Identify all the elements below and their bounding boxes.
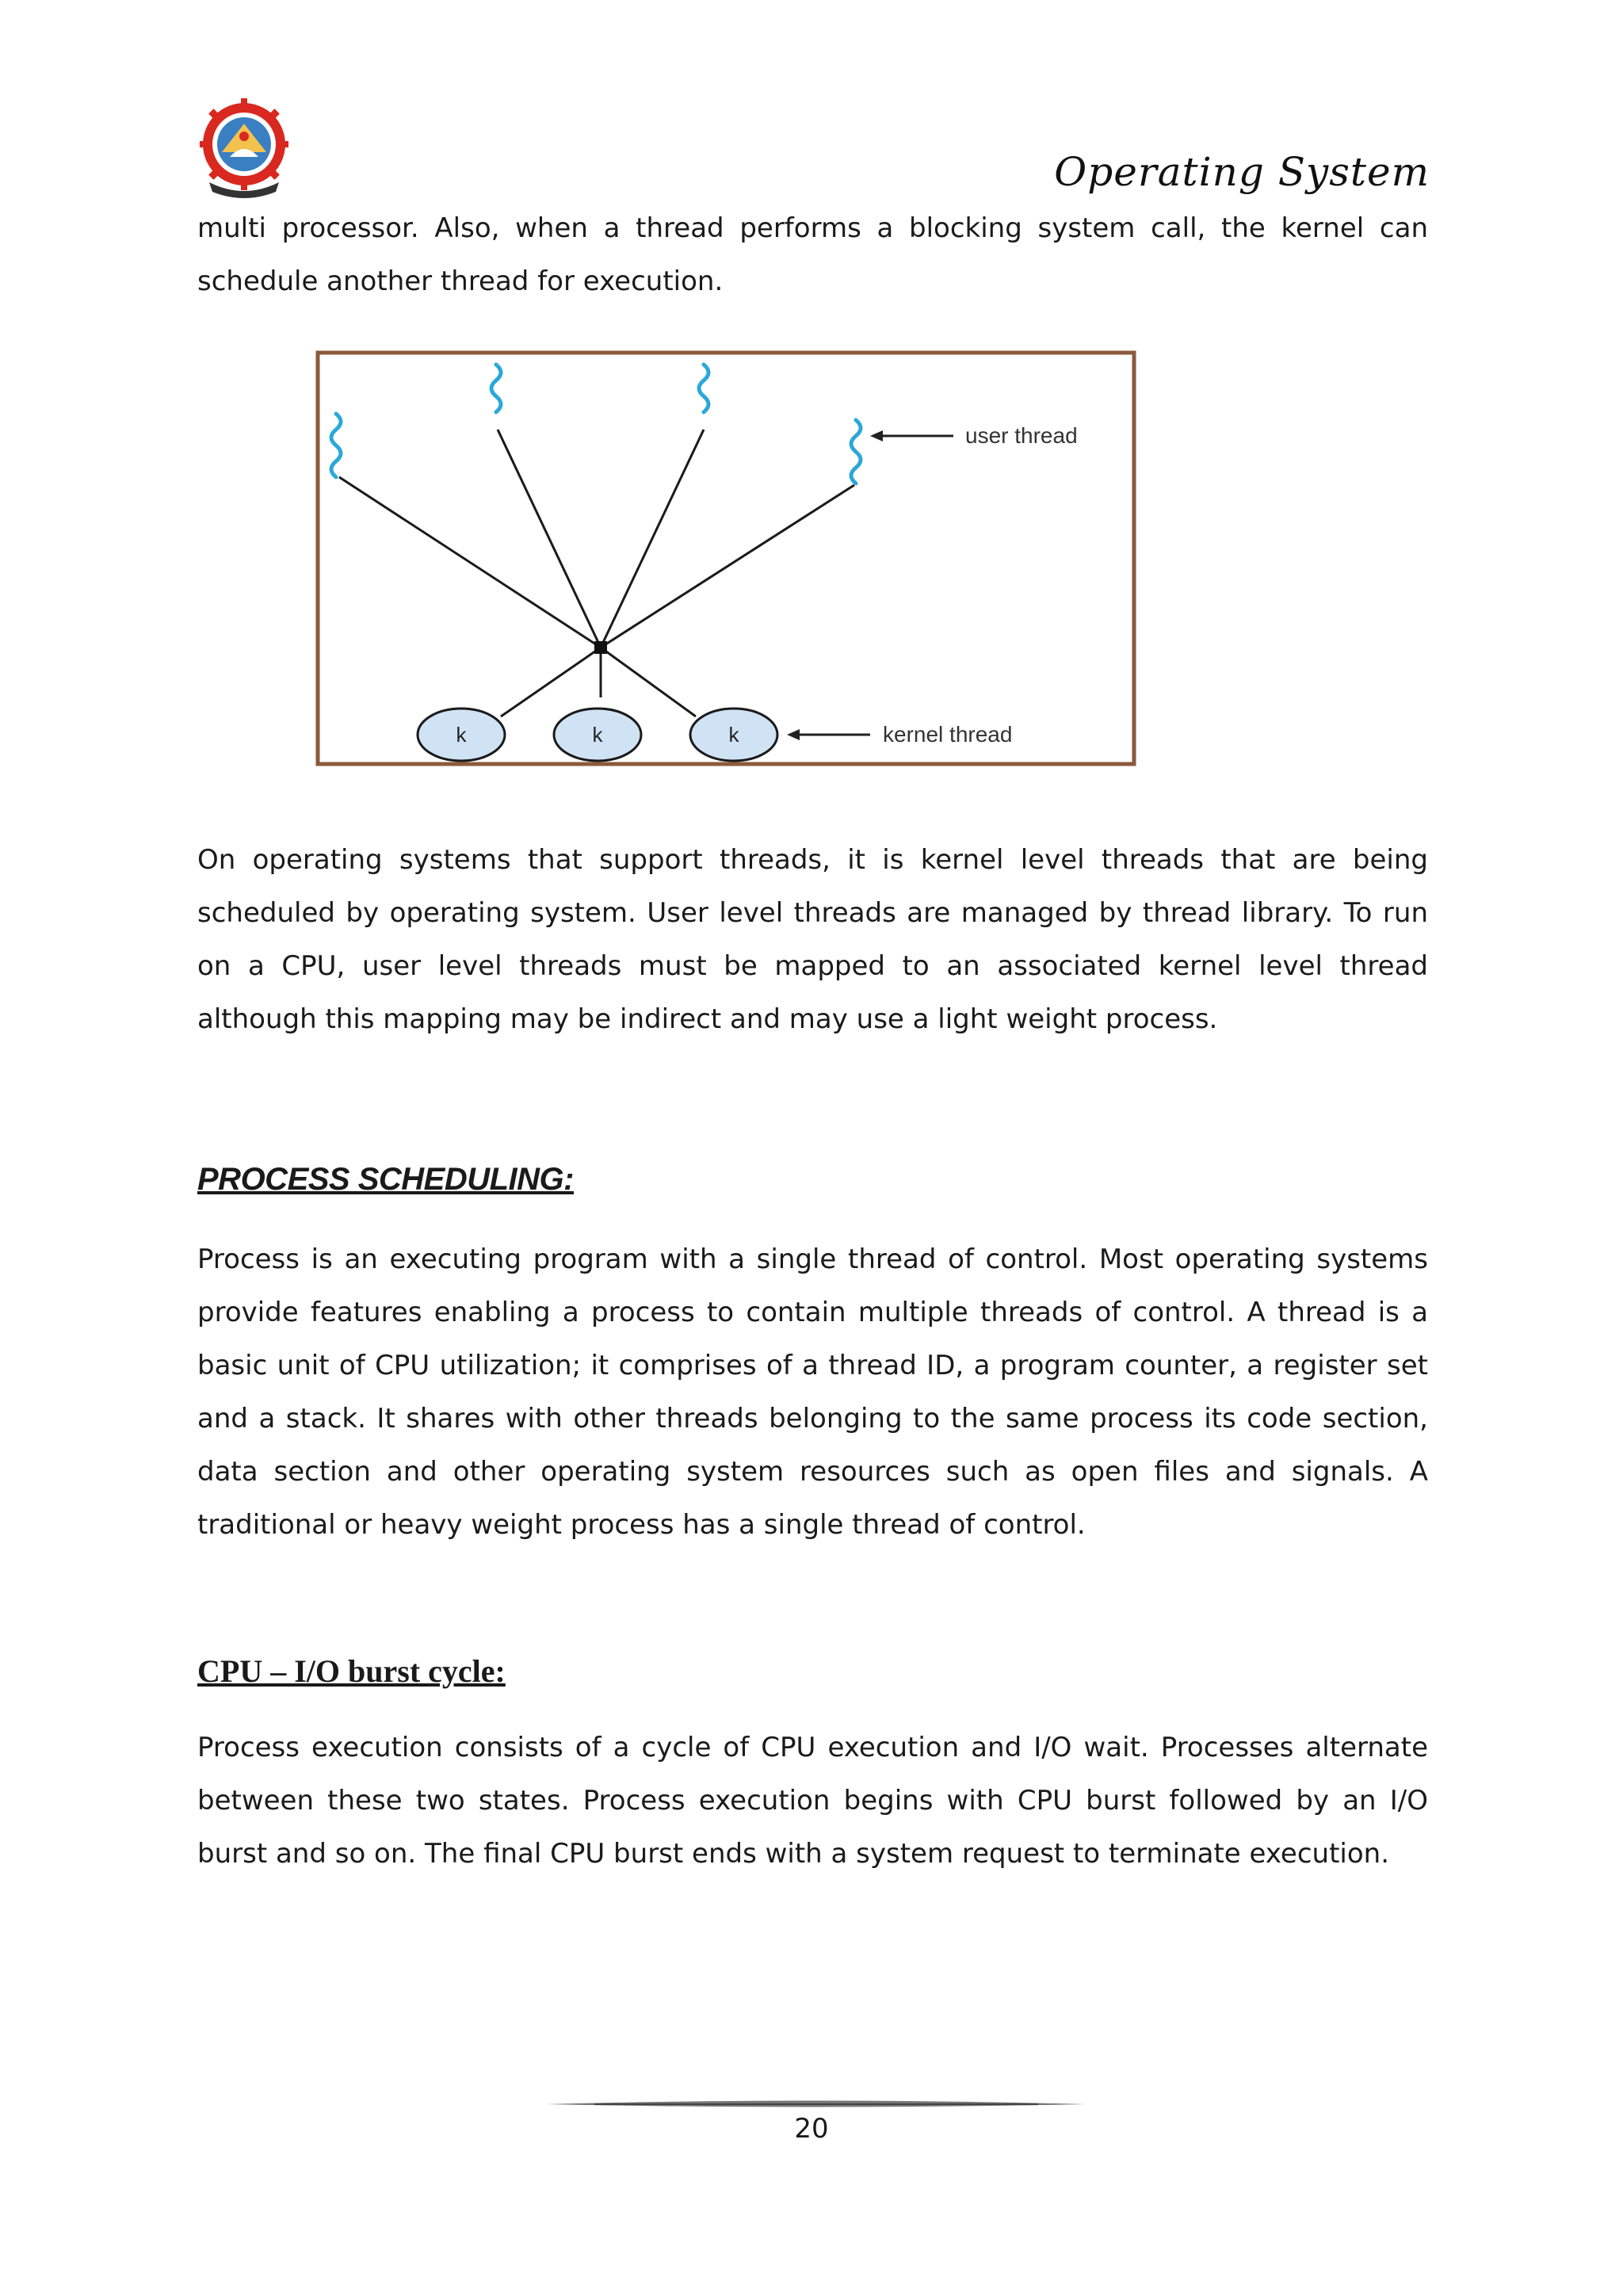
kernel-node-label: k <box>592 723 603 747</box>
section-heading-cpu-io-burst: CPU – I/O burst cycle: <box>197 1653 506 1689</box>
kernel-node-label: k <box>728 723 739 747</box>
kernel-node-label: k <box>456 723 467 747</box>
paragraph-burst-cycle: Process execution consists of a cycle of CPU execution and I/O wait. Processes alternate between these two states. Process execution begins with CPU burst followed by an I/O burst and so on. The final CPU burst ends with a system request to terminate execution. <box>197 1732 1428 1870</box>
kernel-thread-node <box>554 709 641 761</box>
institution-logo <box>198 95 290 198</box>
paragraph-thread-blocking: multi processor. Also, when a thread performs a blocking system call, the kernel can schedule another thread for execution. <box>197 212 1428 297</box>
footer-divider <box>547 2099 1086 2110</box>
diagram-hub <box>594 641 607 654</box>
paragraph-process-definition: Process is an executing program with a single thread of control. Most operating systems provide features enabling a process to contain multiple threads of control. A thread is a basic unit of CPU utilization; it comprises of a thread ID, a program counter, a register set and a stack. It shares with other threads belonging to the same process its code section, data section and other operating system resources such as open files and signals. A traditional or heavy weight process has a single thread of control. <box>197 1244 1428 1541</box>
diagram-frame <box>318 353 1134 764</box>
threading-model-diagram <box>315 350 1136 766</box>
kernel-thread-node <box>690 709 777 761</box>
paragraph-kernel-threads: On operating systems that support threads, it is kernel level threads that are being scheduled by operating system. User level threads are managed by thread library. To run on a CPU, user level threads must be mapped to an associated kernel level thread although this mapping may be indirect and may use a light weight process. <box>197 844 1428 1035</box>
page-number: 20 <box>794 2113 829 2145</box>
user-thread-label: user thread <box>965 423 1078 448</box>
section-heading-process-scheduling: PROCESS SCHEDULING: <box>197 1162 574 1197</box>
page-header-title: Operating System <box>1054 149 1430 195</box>
logo-gear-icon <box>200 98 288 190</box>
kernel-thread-label: kernel thread <box>883 722 1013 747</box>
kernel-thread-node <box>418 709 505 761</box>
